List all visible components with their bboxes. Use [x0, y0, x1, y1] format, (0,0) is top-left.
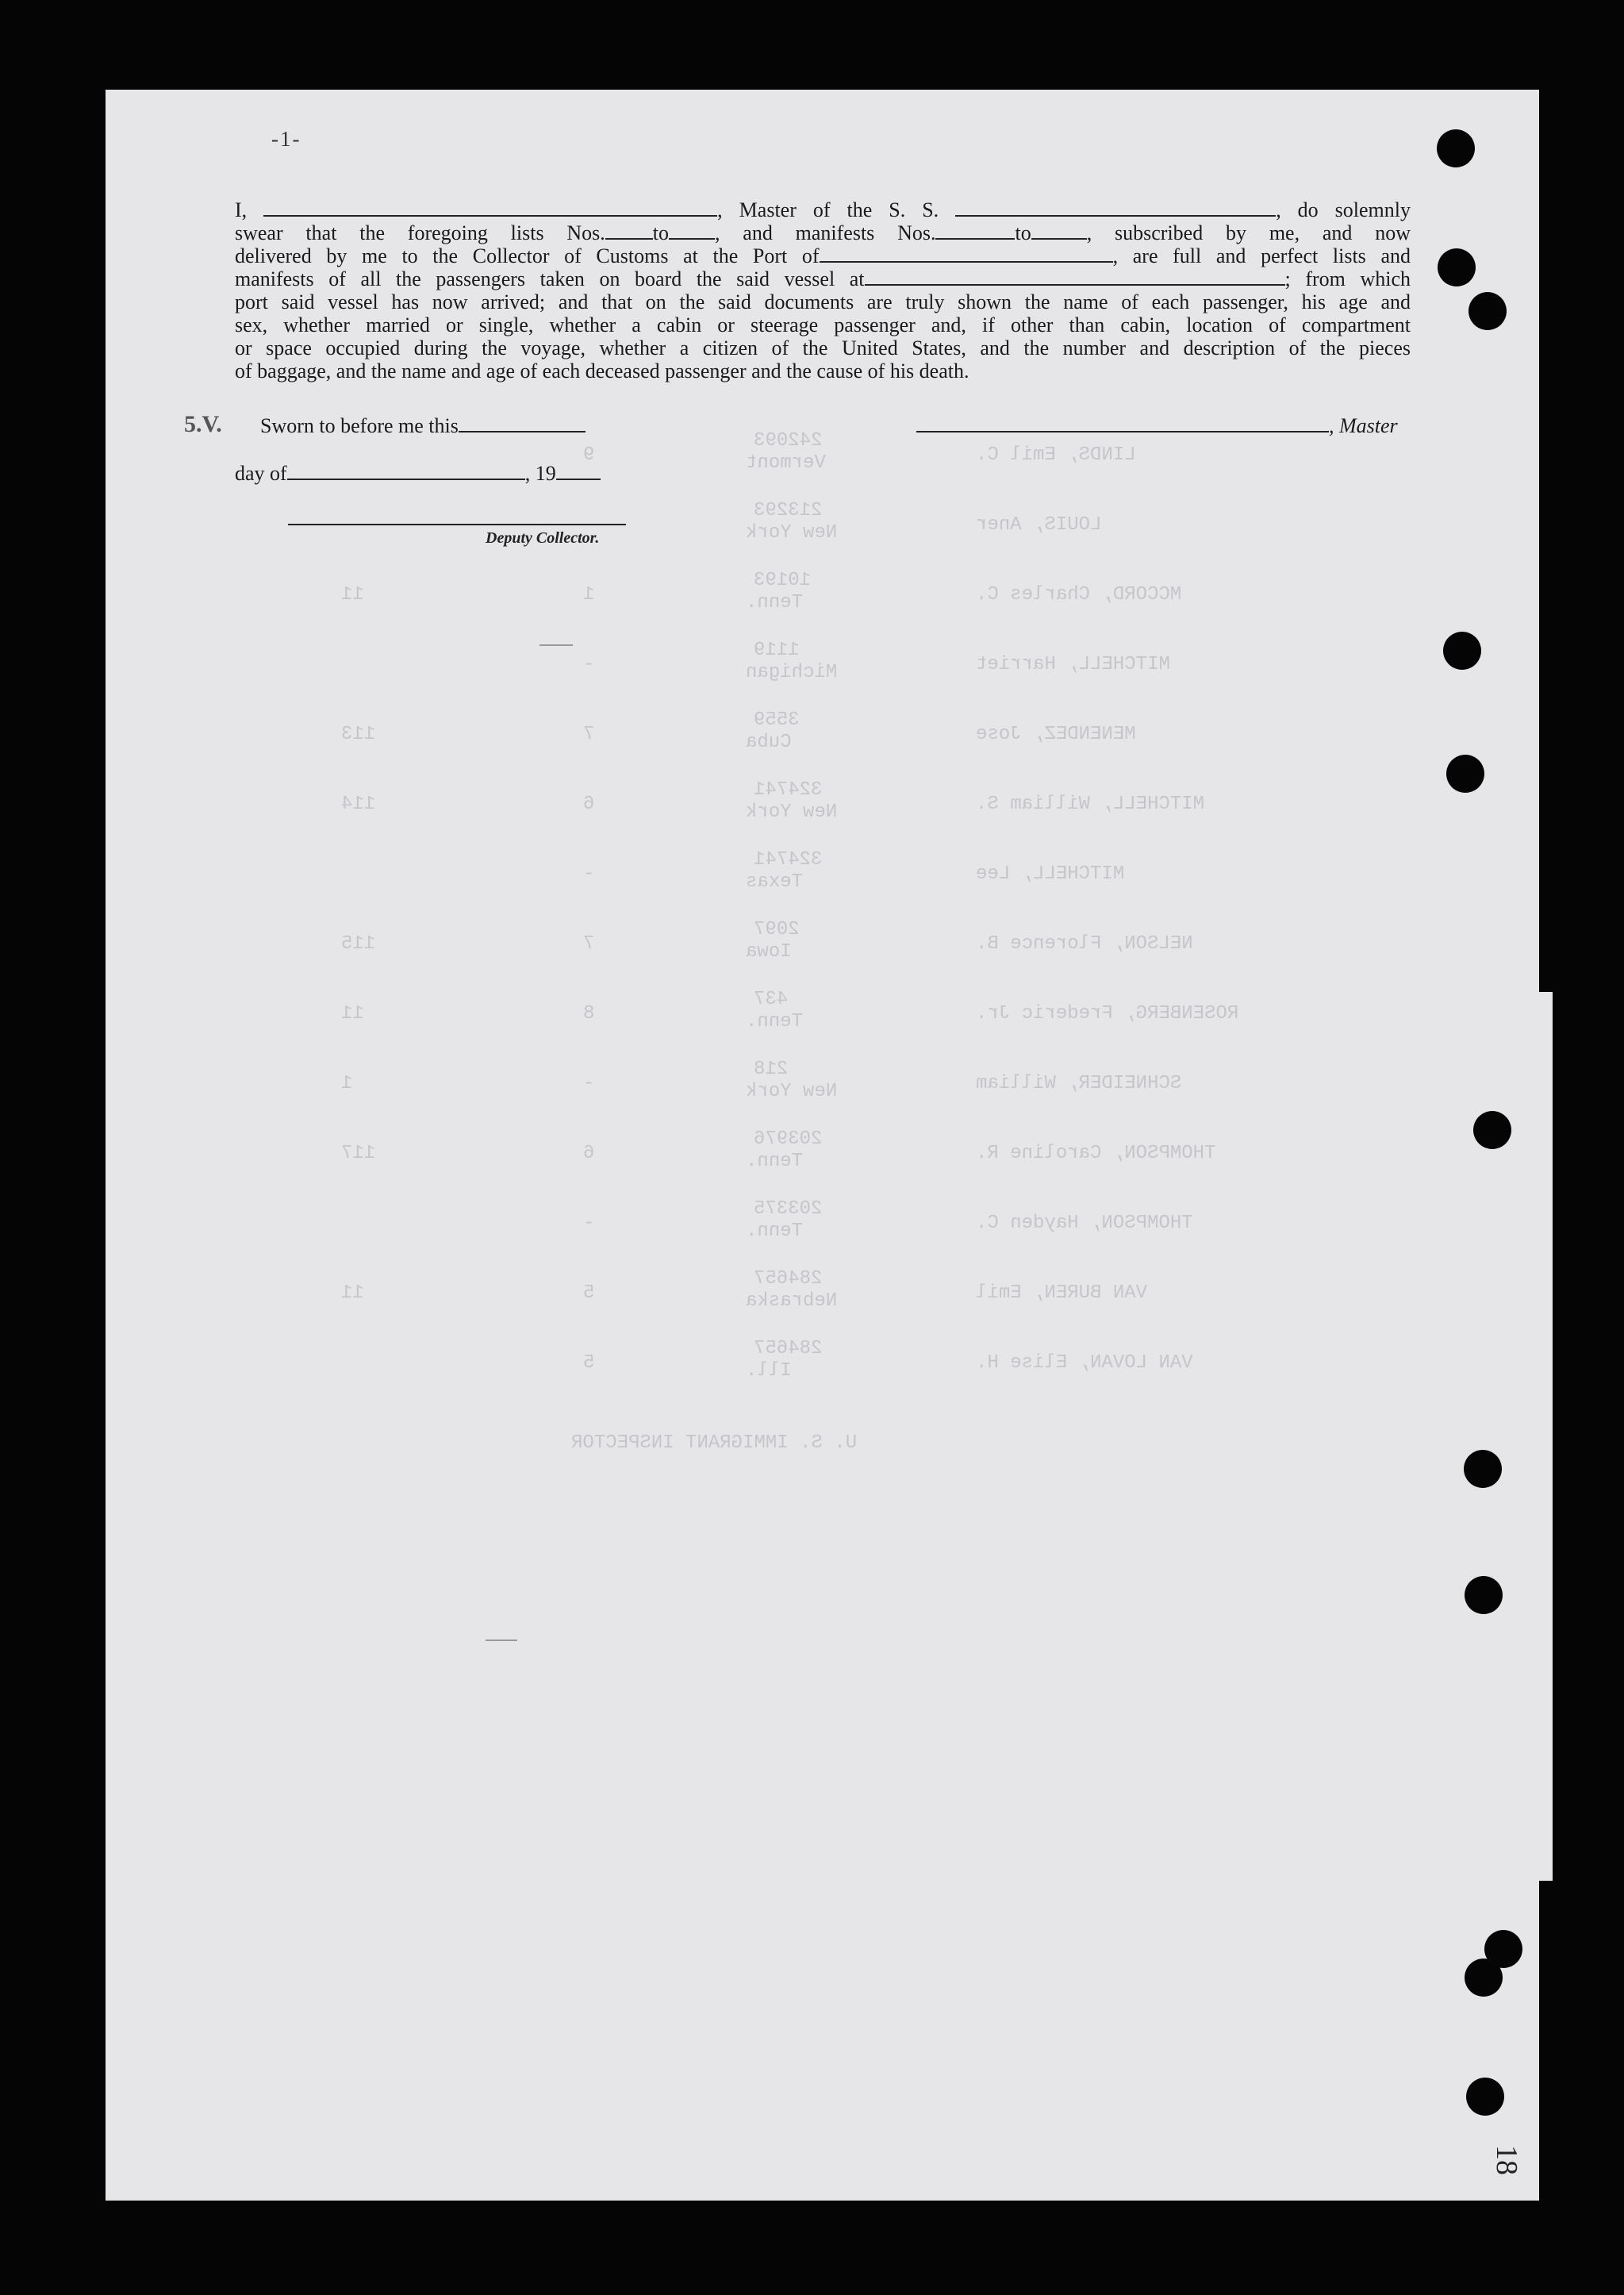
bleed-through-entry: 284657 — [754, 1338, 823, 1359]
bleed-through-entry: 117 — [341, 1143, 376, 1164]
bleed-through-entry: 1119 — [754, 640, 800, 661]
bleed-through-entry: ROSENBERG, Frederic Jr. — [976, 1003, 1239, 1024]
punch-hole — [1473, 1111, 1511, 1149]
bleed-through-entry: 8 — [583, 1003, 595, 1024]
bleed-through-entry: 324741 — [754, 779, 823, 801]
bleed-through-entry: 203375 — [754, 1198, 823, 1220]
sworn-day-blank[interactable] — [459, 415, 585, 432]
bleed-through-entry: 7 — [583, 724, 595, 745]
bleed-through-entry: MITCHELL, William S. — [976, 794, 1205, 815]
punch-hole — [1446, 755, 1484, 793]
bleed-through-entry: THOMPSON, Caroline R. — [976, 1143, 1216, 1164]
bleed-through-entry: - — [583, 863, 595, 885]
bleed-through-entry: LINDS, Emil C. — [976, 444, 1136, 466]
manifest-page — [106, 90, 1539, 2201]
bleed-through-entry: Tenn. — [746, 1151, 804, 1172]
punch-hole — [1469, 292, 1507, 330]
bleed-through-entry: 2097 — [754, 919, 800, 940]
bleed-through-entry: New York — [746, 802, 838, 823]
year-blank[interactable] — [556, 463, 601, 480]
bleed-through-entry: - — [583, 1213, 595, 1234]
bleed-through-entry: 242093 — [754, 430, 823, 452]
page-number: -1- — [271, 127, 301, 151]
bleed-through-entry: 114 — [341, 794, 376, 815]
bleed-through-entry: MITCHELL, Harriet — [976, 654, 1170, 675]
oath-line-4: manifests of all the passengers taken on board the said vessel at ; from which — [235, 267, 1411, 290]
bleed-through-entry: LOUIS, Aner — [976, 514, 1102, 536]
oath-paragraph — [235, 198, 1411, 382]
bleed-through-entry: 203976 — [754, 1128, 823, 1150]
oath-line-5: port said vessel has now arrived; and that on the said documents are truly shown the name of each passenger, his age and — [235, 290, 1411, 313]
bleed-through-entry: 1 — [583, 584, 595, 605]
faint-mark — [539, 644, 573, 646]
bleed-through-entry: Tenn. — [746, 1011, 804, 1032]
manifest-from-blank[interactable] — [935, 222, 1015, 240]
bleed-through-entry: Tenn. — [746, 592, 804, 613]
faint-mark — [486, 1640, 517, 1641]
bleed-through-entry: Texas — [746, 871, 804, 893]
bleed-through-entry: Ill. — [746, 1360, 792, 1382]
punch-hole — [1437, 129, 1475, 167]
bleed-through-entry: MITCHELL, Lee — [976, 863, 1125, 885]
oath-line-1: I, , Master of the S. S. , do solemnly — [235, 198, 1411, 221]
bleed-through-entry: New York — [746, 1081, 838, 1102]
oath-line-3: delivered by me to the Collector of Customs at the Port of , are full and perfect lists and — [235, 244, 1411, 267]
bleed-through-entry: VAN LOVAN, Elise H. — [976, 1352, 1193, 1374]
bleed-through-entry: MCCORD, Charles C. — [976, 584, 1182, 605]
bleed-through-entry: 6 — [583, 794, 595, 815]
master-signature-blank[interactable] — [916, 415, 1329, 432]
bleed-through-entry: Tenn. — [746, 1221, 804, 1242]
bleed-through-entry: 437 — [754, 989, 789, 1010]
bleed-through-entry: Michigan — [746, 662, 838, 683]
ship-name-blank[interactable] — [955, 199, 1276, 217]
master-signature-line: , Master — [916, 414, 1398, 438]
folio-number: 18 — [1490, 2145, 1523, 2175]
deputy-signature-line[interactable] — [288, 524, 626, 525]
punch-hole — [1465, 1959, 1503, 1997]
bleed-through-entry: 11 — [341, 1003, 364, 1024]
bleed-through-entry: 213293 — [754, 500, 823, 521]
bleed-through-entry: 284657 — [754, 1268, 823, 1290]
vessel-at-blank[interactable] — [865, 268, 1285, 286]
bleed-through-entry: 115 — [341, 933, 376, 955]
bleed-through-entry: Nebraska — [746, 1290, 838, 1312]
bleed-through-entry: NELSON, Florence B. — [976, 933, 1193, 955]
oath-line-7: or space occupied during the voyage, whether a citizen of the United States, and the number and description of the pieces — [235, 336, 1411, 359]
handwritten-stamp: 5.V. — [184, 411, 222, 437]
bleed-through-entry: 324741 — [754, 849, 823, 871]
bleed-through-entry: Iowa — [746, 941, 792, 963]
bleed-through-entry: New York — [746, 522, 838, 544]
bleed-through-entry: 5 — [583, 1282, 595, 1304]
bleed-through-entry: Cuba — [746, 732, 792, 753]
bleed-through-entry: 6 — [583, 1143, 595, 1164]
oath-line-2: swear that the foregoing lists Nos. to , and manifests Nos. to , subscribed by me, and now — [235, 221, 1411, 244]
bleed-through-entry: 113 — [341, 724, 376, 745]
list-from-blank[interactable] — [605, 222, 653, 240]
bleed-through-entry: - — [583, 1073, 595, 1094]
bleed-through-entry: 11 — [341, 584, 364, 605]
punch-hole — [1465, 1576, 1503, 1614]
oath-line-8: of baggage, and the name and age of each deceased passenger and the cause of his death. — [235, 359, 969, 382]
bleed-through-entry: 5 — [583, 1352, 595, 1374]
punch-hole — [1464, 1450, 1502, 1488]
bleed-through-footer: U. S. IMMIGRANT INSPECTOR — [571, 1432, 858, 1454]
month-blank[interactable] — [287, 463, 525, 480]
deputy-collector-label: Deputy Collector. — [486, 529, 600, 547]
bleed-through-entry: 218 — [754, 1059, 789, 1080]
master-name-blank[interactable] — [263, 199, 717, 217]
page-edge — [1535, 992, 1553, 1881]
bleed-through-entry: 9 — [583, 444, 595, 466]
port-of-blank[interactable] — [820, 245, 1113, 263]
bleed-through-entry: THOMPSON, Hayden C. — [976, 1213, 1193, 1234]
bleed-through-entry: 3559 — [754, 709, 800, 731]
list-to-blank[interactable] — [669, 222, 715, 240]
bleed-through-entry: 1 — [341, 1073, 353, 1094]
sworn-line: Sworn to before me this — [260, 414, 585, 438]
bleed-through-entry: Vermont — [746, 452, 826, 474]
bleed-through-entry: 11 — [341, 1282, 364, 1304]
bleed-through-entry: - — [583, 654, 595, 675]
bleed-through-entry: MENENDEZ, Jose — [976, 724, 1136, 745]
oath-line-6: sex, whether married or single, whether a cabin or steerage passenger and, if other than cabin, location of compartment — [235, 313, 1411, 336]
bleed-through-entry: SCHNEIDER, William — [976, 1073, 1182, 1094]
punch-hole — [1443, 632, 1481, 670]
day-of-line: day of , 19 — [235, 462, 601, 486]
manifest-to-blank[interactable] — [1031, 222, 1087, 240]
punch-hole — [1466, 2078, 1504, 2116]
bleed-through-entry: 10193 — [754, 570, 812, 591]
bleed-through-entry: 7 — [583, 933, 595, 955]
bleed-through-entry: VAN BUREN, Emil — [976, 1282, 1148, 1304]
punch-hole — [1438, 248, 1476, 286]
